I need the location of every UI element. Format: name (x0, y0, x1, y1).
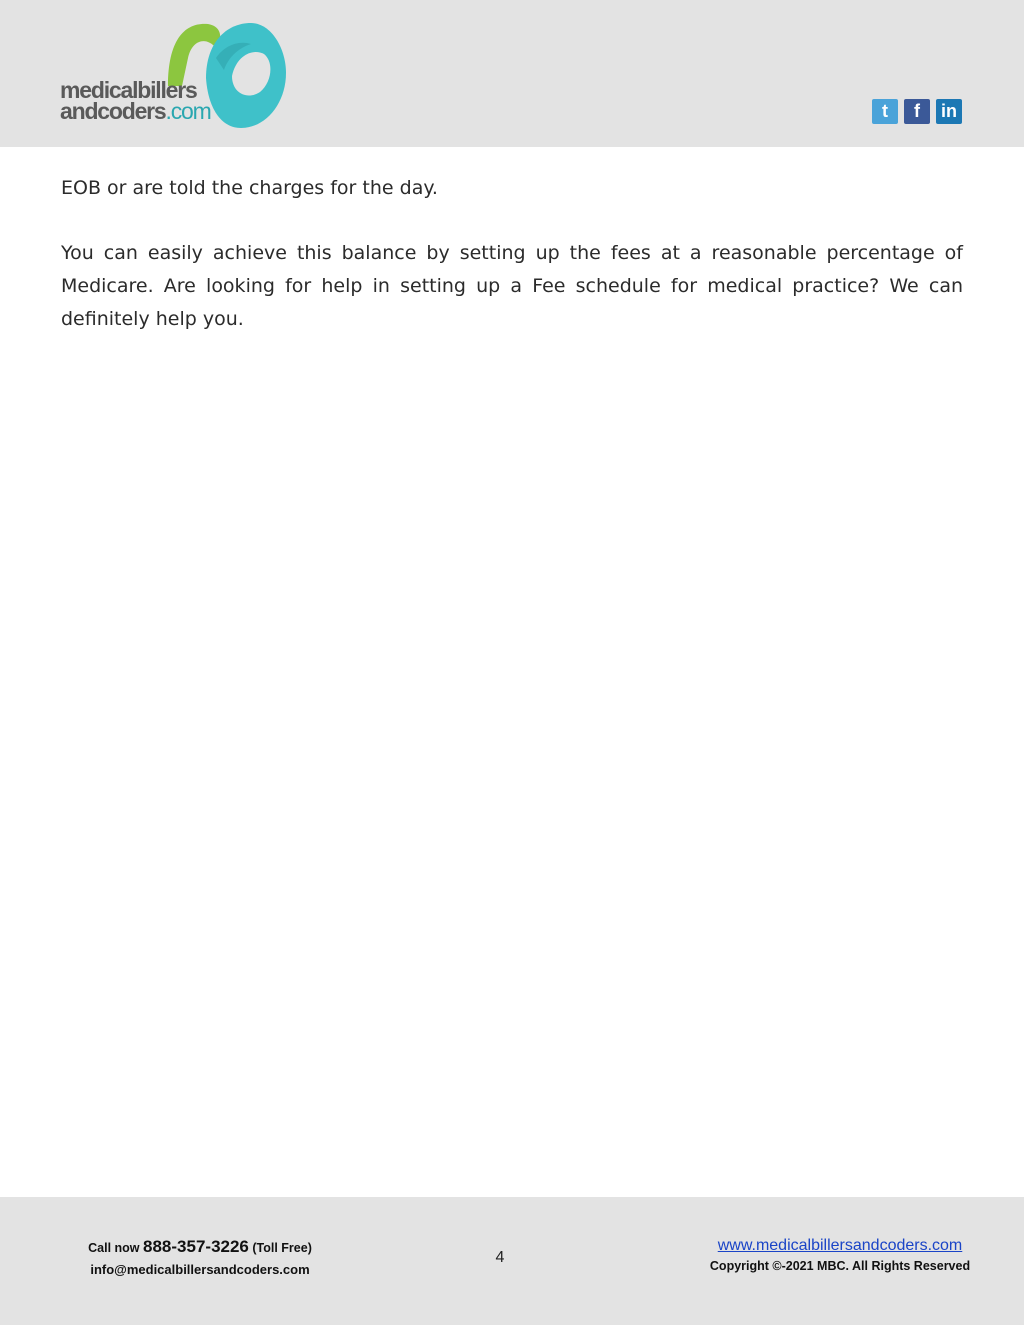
footer-site (690, 1237, 990, 1273)
page-footer (0, 1197, 1024, 1325)
logo-text (60, 77, 211, 124)
website-link[interactable]: www.medicalbillersandcoders.com (717, 1237, 963, 1254)
page-number: 4 (495, 1249, 505, 1266)
paragraph-2: You can easily achieve this balance by setting up the fees at a reasonable percentage of Medicare. Are looking for help in setting up a Fee schedule for medical practice? We can definitely help you. (61, 242, 963, 330)
twitter-icon[interactable] (872, 99, 898, 124)
toll-free-label: (Toll Free) (252, 1241, 312, 1255)
phone-number[interactable]: 888-357-3226 (143, 1237, 249, 1256)
document-body (61, 172, 963, 368)
logo-line2-main: andcoders (60, 98, 166, 124)
copyright-text: Copyright ©-2021 MBC. All Rights Reserved (709, 1259, 971, 1273)
logo-line2-suffix: .com (165, 98, 211, 124)
linkedin-glyph: in (941, 101, 957, 121)
company-logo[interactable] (56, 18, 296, 133)
logo-line1: medicalbillers (60, 77, 197, 103)
footer-call-line (80, 1237, 320, 1257)
logo-line2 (60, 98, 211, 124)
facebook-icon[interactable] (904, 99, 930, 124)
twitter-glyph: t (882, 101, 888, 121)
social-links (872, 99, 962, 124)
facebook-glyph: f (914, 101, 920, 121)
footer-contact (80, 1237, 320, 1277)
linkedin-icon[interactable] (936, 99, 962, 124)
contact-email[interactable]: info@medicalbillersandcoders.com (90, 1262, 310, 1277)
page-header (0, 0, 1024, 147)
paragraph-1: EOB or are told the charges for the day. (61, 177, 438, 199)
call-prefix: Call now (88, 1241, 140, 1255)
